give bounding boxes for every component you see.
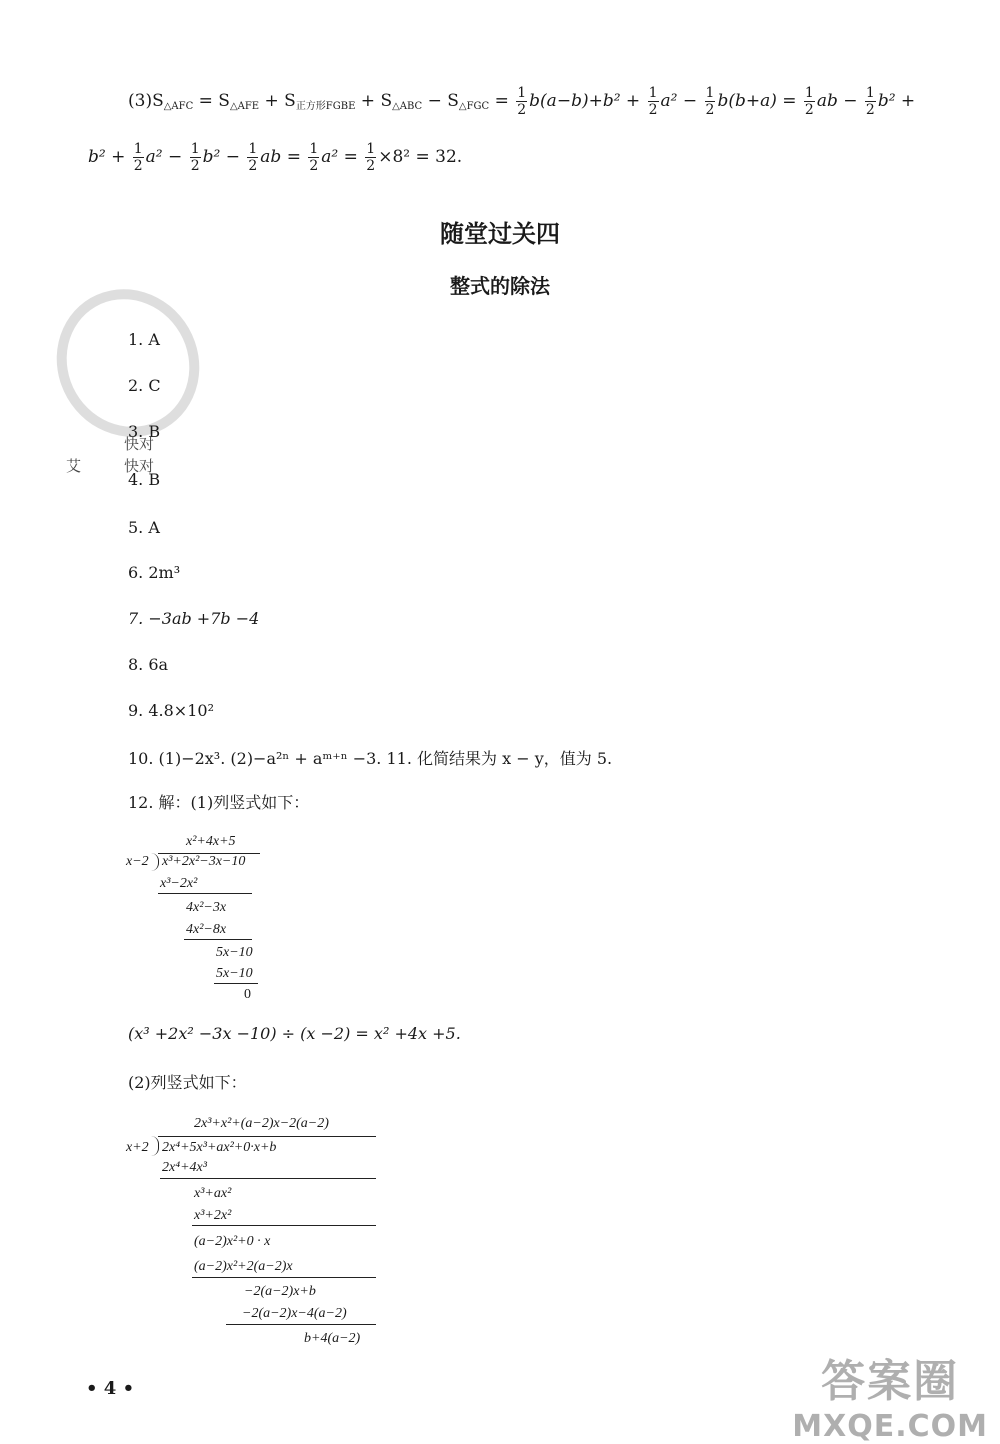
division1-divisor: x−2 — [126, 854, 149, 869]
division2-divisor: x+2 — [126, 1140, 149, 1155]
watermark-text-a: 艾 — [66, 457, 82, 475]
division2-step-3: x³+2x² — [194, 1208, 232, 1223]
division1-bracket — [150, 853, 159, 871]
division2-step-2: x³+ax² — [194, 1186, 232, 1201]
division1-step-2: 4x²−3x — [186, 900, 227, 915]
page-number: • 4 • — [86, 1378, 135, 1399]
answer-6: 6. 2m³ — [128, 563, 181, 582]
division1-rule-1 — [158, 893, 252, 894]
answer-8: 8. 6a — [128, 655, 169, 674]
division1-step-3: 4x²−8x — [186, 922, 227, 937]
division2-rule-4 — [226, 1324, 376, 1325]
division2-rule-3 — [192, 1277, 376, 1278]
division2-step-5: (a−2)x²+2(a−2)x — [194, 1259, 293, 1274]
division2-step-6: −2(a−2)x+b — [244, 1284, 316, 1299]
division1-step-1: x³−2x² — [160, 876, 198, 891]
answer-12-heading: 12. 解：(1)列竖式如下： — [128, 793, 310, 812]
division2-bracket — [150, 1136, 159, 1156]
answer-10-11: 10. (1)−2x³. (2)−a²ⁿ + aᵐ⁺ⁿ −3. 11. 化简结果为 x − y，值为 5. — [128, 749, 613, 768]
formula-line-1: $(3)S_{\triangle AFC} = S_{\triangle AFE} + S_{正方形FGBE} + S_{\triangle ABC} - S_{\triangle FGC}$ = $\frac{1}{2}$ b(a−b)+b² + $\frac{1}{2}$ a² − $\frac{1}{2}$ b(b+a) = $\frac{1}{2}$ ab − $\frac{1}{2}$ b² + — [128, 85, 916, 118]
watermark-text-2: 快对 — [124, 457, 155, 475]
section-title: 随堂过关四 — [440, 219, 560, 248]
division1-rule-2 — [184, 939, 252, 940]
division1-result: (x³ +2x² −3x −10) ÷ (x −2) = x² +4x +5. — [128, 1024, 461, 1043]
watermark-text-1: 快对 — [124, 435, 155, 453]
answer-3: 3. B — [128, 422, 161, 441]
answer-7: 7. −3ab +7b −4 — [128, 609, 260, 628]
division2-step-4: (a−2)x²+0 · x — [194, 1234, 271, 1249]
section-subtitle: 整式的除法 — [450, 274, 550, 298]
answer-2: 2. C — [128, 376, 161, 395]
division2-step-1: 2x⁴+4x³ — [162, 1160, 207, 1175]
answer-9: 9. 4.8×10² — [128, 701, 214, 720]
division1-quotient: x²+4x+5 — [186, 834, 236, 849]
division2-dividend: 2x⁴+5x³+ax²+0·x+b — [162, 1140, 277, 1155]
division2-step-7: −2(a−2)x−4(a−2) — [242, 1306, 347, 1321]
division1-dividend: x³+2x²−3x−10 — [162, 854, 246, 869]
answer-1: 1. A — [128, 330, 160, 349]
division1-remainder: 0 — [244, 987, 251, 1002]
division2-vinculum — [158, 1136, 376, 1137]
division2-quotient: 2x³+x²+(a−2)x−2(a−2) — [194, 1116, 329, 1131]
division1-step-5: 5x−10 — [216, 966, 253, 981]
formula-line-2: b² + $\frac{1}{2}$ a² − $\frac{1}{2}$ b² − $\frac{1}{2}$ ab = $\frac{1}{2}$ a² = $\frac{1}{2}$ ×8² = 32. — [88, 141, 463, 174]
division2-rule-1 — [160, 1178, 376, 1179]
division1-step-4: 5x−10 — [216, 945, 253, 960]
answer-5: 5. A — [128, 518, 160, 537]
division2-rule-2 — [192, 1225, 376, 1226]
answer-4: 4. B — [128, 470, 161, 489]
part2-heading: (2)列竖式如下： — [128, 1073, 247, 1092]
division1-rule-3 — [214, 983, 258, 984]
site-watermark-logo: 答案圈 MXQE.COM — [792, 1356, 988, 1444]
division2-remainder: b+4(a−2) — [304, 1331, 361, 1346]
